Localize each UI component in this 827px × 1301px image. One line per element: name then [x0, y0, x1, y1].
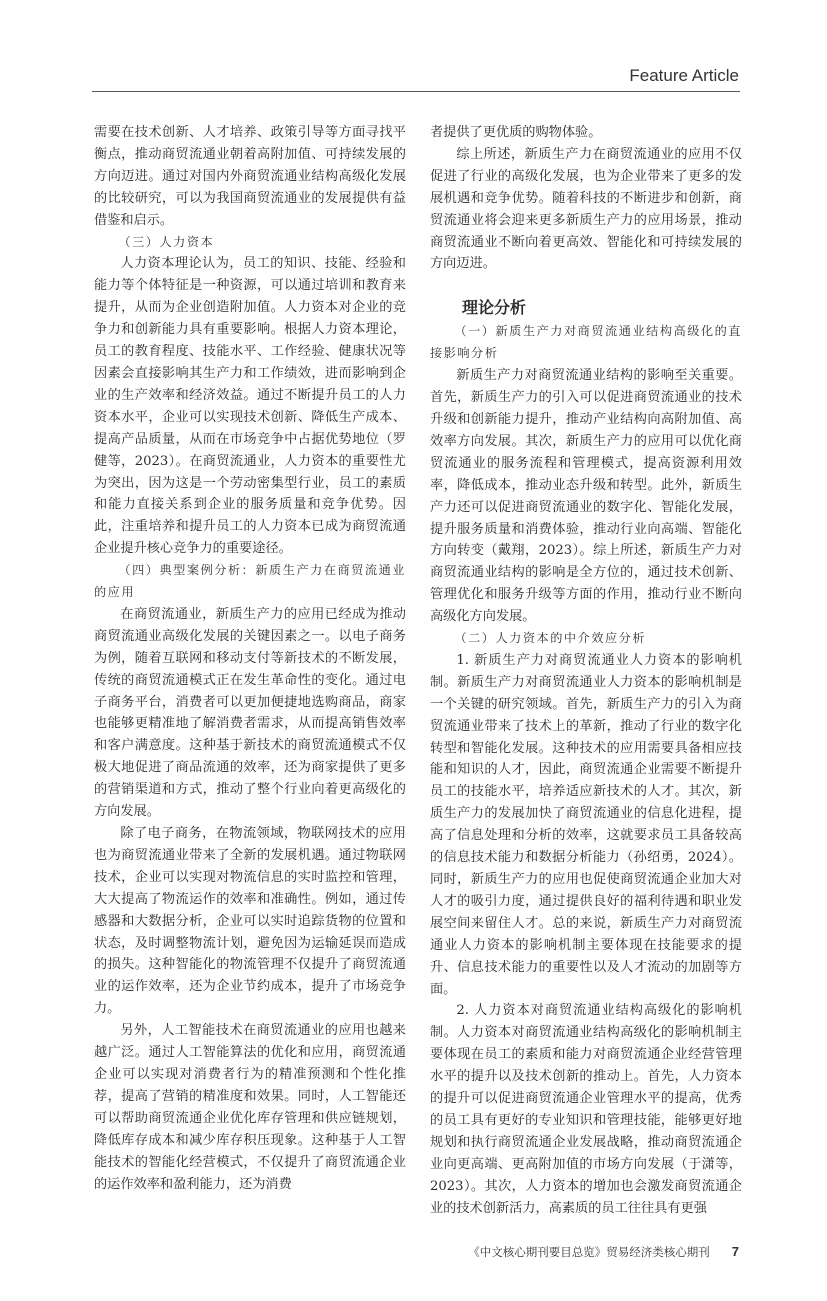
page-number: 7	[731, 1243, 739, 1259]
paragraph: 新质生产力对商贸流通业结构的影响至关重要。首先，新质生产力的引入可以促进商贸流通业的技术升级和创新能力提升，推动产业结构向高附加值、高效率方向发展。其次，新质生产力的应用可以优化商贸流通业的服务流程和管理模式，提高资源利用效率，降低成本，推动业态升级和转型。此外，新质生产力还可以促进商贸流通业的数字化、智能化发展，提升服务质量和消费体验，推动行业向高端、智能化方向转变（戴翔，2023）。综上所述，新质生产力对商贸流通业结构的影响是全方位的，通过技术创新、管理优化和服务升级等方面的作用，推动行业不断向高级化方向发展。	[430, 368, 742, 625]
subheading: （三）人力资本	[118, 234, 215, 249]
paragraph: 1. 新质生产力对商贸流通业人力资本的影响机制。新质生产力对商贸流通业人力资本的影响机制是一个关键的研究领域。首先，新质生产力的引入为商贸流通业带来了技术上的革新，推动了行业的数字化转型和智能化发展。这种技术的应用需要具备相应技能和知识的人才，因此，商贸流通企业需要不断提升员工的技能水平，培养适应新技术的人才。其次，新质生产力的发展加快了商贸流通业的信息化进程，提高了信息处理和分析的效率，这就要求员工具备较高的信息技术能力和数据分析能力（孙绍勇，2024）。同时，新质生产力的应用也促使商贸流通企业加大对人才的吸引力度，通过提供良好的福利待遇和职业发展空间来留住人才。总的来说，新质生产力对商贸流通业人力资本的影响机制主要体现在技能要求的提升、信息技术能力的重要性以及人才流动的加剧等方面。	[430, 652, 742, 997]
paragraph: 除了电子商务，在物流领域，物联网技术的应用也为商贸流通业带来了全新的发展机遇。通过物联网技术，企业可以实现对物流信息的实时监控和管理，大大提高了物流运作的效率和准确性。例如，通过传感器和大数据分析，企业可以实时追踪货物的位置和状态，及时调整物流计划，避免因为运输延误而造成的损失。这种智能化的物流管理不仅提升了商贸流通业的运作效率，还为企业节约成本，提升了市场竞争力。	[94, 826, 406, 1017]
running-header-title: Feature Article	[629, 66, 739, 85]
paragraph: 另外，人工智能技术在商贸流通业的应用也越来越广泛。通过人工智能算法的优化和应用，商贸流通企业可以实现对消费者行为的精准预测和个性化推荐，提高了营销的精准度和效果。同时，人工智能还可以帮助商贸流通企业优化库存管理和供应链规划，降低库存成本和减少库存积压现象。这种基于人工智能技术的智能化经营模式，不仅提升了商贸流通企业的运作效率和盈利能力，还为消费	[94, 1023, 406, 1192]
paragraph: 在商贸流通业，新质生产力的应用已经成为推动商贸流通业高级化发展的关键因素之一。以电子商务为例，随着互联网和移动支付等新技术的不断发展，传统的商贸流通模式正在发生革命性的变化。通过电子商务平台，消费者可以更加便捷地选购商品，商家也能够更精准地了解消费者需求，从而提高销售效率和客户满意度。这种基于新技术的商贸流通模式不仅极大地促进了商品流通的效率，还为商家提供了更多的营销渠道和方式，推动了整个行业向着更高级化的方向发展。	[94, 606, 406, 820]
paragraph: 需要在技术创新、人才培养、政策引导等方面寻找平衡点，推动商贸流通业朝着高附加值、可持续发展的方向迈进。通过对国内外商贸流通业结构高级化发展的比较研究，可以为我国商贸流通业的发展提供有益借鉴和启示。	[94, 125, 406, 228]
paragraph: 者提供了更优质的购物体验。	[430, 125, 602, 140]
journal-name: 《中文核心期刊要目总览》贸易经济类核心期刊	[468, 1246, 710, 1259]
subheading: （四）典型案例分析：新质生产力在商贸流通业的应用	[94, 563, 406, 600]
paragraph: 人力资本理论认为，员工的知识、技能、经验和能力等个体特征是一种资源，可以通过培训和教育来提升，从而为企业创造附加值。人力资本对企业的竞争力和创新能力具有重要影响。根据人力资本理论，员工的教育程度、技能水平、工作经验、健康状况等因素会直接影响其生产力和工作绩效，进而影响到企业的生产效率和经济效益。通过不断提升员工的人力资本水平，企业可以实现技术创新、降低生产成本、提高产品质量，从而在市场竞争中占据优势地位（罗健等，2023）。在商贸流通业，人力资本的重要性尤为突出，因为这是一个劳动密集型行业，员工的素质和能力直接关系到企业的服务质量和竞争优势。因此，注重培养和提升员工的人力资本已成为商贸流通企业提升核心竞争力的重要途径。	[94, 256, 406, 557]
header-rule	[92, 91, 740, 92]
right-column	[430, 122, 742, 1220]
subheading: （一）新质生产力对商贸流通业结构高级化的直接影响分析	[430, 324, 742, 361]
two-column-body	[94, 122, 742, 1220]
paragraph: 综上所述，新质生产力在商贸流通业的应用不仅促进了行业的高级化发展，也为企业带来了更多的发展机遇和竞争优势。随着科技的不断进步和创新，商贸流通业将会迎来更多新质生产力的应用场景，推动商贸流通业不断向着更高效、智能化和可持续发展的方向迈进。	[430, 146, 742, 272]
running-header	[0, 0, 827, 92]
paragraph: 2. 人力资本对商贸流通业结构高级化的影响机制。人力资本对商贸流通业结构高级化的影响机制主要体现在员工的素质和能力对商贸流通企业经营管理水平的提升以及技术创新的推动上。首先，人力资本的提升可以促进商贸流通企业管理水平的提高，优秀的员工具有更好的专业知识和管理技能，能够更好地规划和执行商贸流通企业发展战略，推动商贸流通企业向更高端、更高附加值的市场方向发展（于潇等，2023）。其次，人力资本的增加也会激发商贸流通企业的技术创新活力，高素质的员工往往具有更强	[430, 1003, 742, 1216]
section-heading: 理论分析	[462, 300, 527, 318]
page-footer	[0, 1244, 739, 1261]
left-column	[94, 122, 406, 1195]
subheading: （二）人力资本的中介效应分析	[454, 631, 647, 646]
